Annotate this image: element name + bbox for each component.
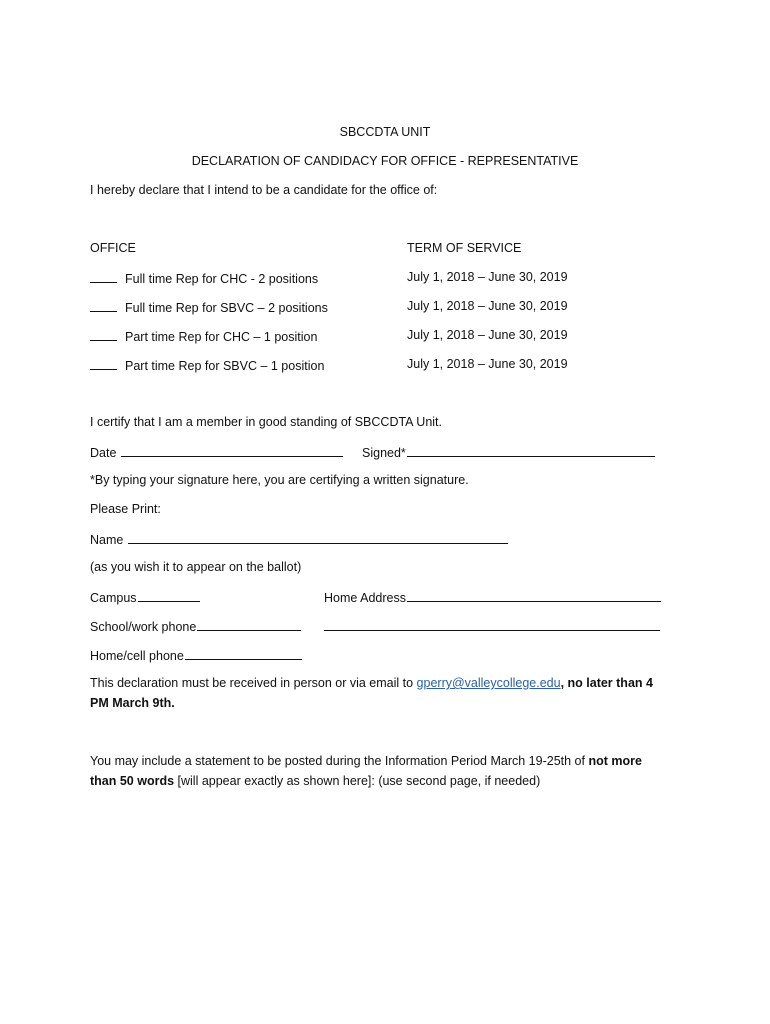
certify-text: I certify that I am a member in good standing of SBCCDTA Unit. — [90, 415, 443, 429]
campus-input-line[interactable] — [138, 589, 200, 602]
email-link[interactable]: gperry@valleycollege.edu — [416, 676, 561, 690]
signature-input-line[interactable] — [407, 444, 655, 457]
office-row — [90, 270, 318, 287]
name-input-line[interactable] — [128, 531, 508, 544]
office-checkbox-line[interactable] — [90, 357, 117, 370]
statement-bold: not more — [588, 754, 642, 768]
deadline-text: This declaration must be received in person or via email to — [90, 676, 417, 690]
date-label: Date — [90, 446, 117, 460]
office-label: Full time Rep for SBVC – 2 positions — [125, 301, 328, 315]
deadline-line-1 — [90, 676, 653, 691]
signed-field — [362, 444, 655, 461]
statement-line-2 — [90, 774, 540, 789]
home-phone-label: Home/cell phone — [90, 649, 184, 663]
office-label: Full time Rep for CHC - 2 positions — [125, 272, 319, 286]
name-label: Name — [90, 533, 124, 547]
home-address-line-2 — [324, 618, 660, 635]
office-label: Part time Rep for SBVC – 1 position — [125, 359, 325, 373]
intro-text: I hereby declare that I intend to be a candidate for the office of: — [90, 183, 438, 197]
home-address-input-line-2[interactable] — [324, 618, 660, 631]
statement-text: You may include a statement to be posted during the Information Period March 19-25th of — [90, 754, 589, 768]
office-checkbox-line[interactable] — [90, 328, 117, 341]
unit-heading: SBCCDTA UNIT — [339, 125, 431, 139]
home-phone-field — [90, 647, 302, 664]
form-title: DECLARATION OF CANDIDACY FOR OFFICE - REPRESENTATIVE — [191, 154, 579, 168]
school-phone-label: School/work phone — [90, 620, 197, 634]
name-field — [90, 531, 508, 548]
term-value: July 1, 2018 – June 30, 2019 — [407, 357, 568, 371]
ballot-note: (as you wish it to appear on the ballot) — [90, 560, 302, 574]
home-address-field — [324, 589, 661, 606]
office-label: Part time Rep for CHC – 1 position — [125, 330, 318, 344]
deadline-date: PM March 9th. — [90, 696, 175, 710]
term-value: July 1, 2018 – June 30, 2019 — [407, 270, 568, 284]
campus-field — [90, 589, 200, 606]
home-address-input-line[interactable] — [407, 589, 661, 602]
deadline-bold: , no later than 4 — [560, 676, 653, 690]
school-phone-field — [90, 618, 301, 635]
term-value: July 1, 2018 – June 30, 2019 — [407, 328, 568, 342]
campus-label: Campus — [90, 591, 137, 605]
office-row — [90, 357, 324, 374]
office-column-header: OFFICE — [90, 241, 136, 255]
home-phone-input-line[interactable] — [185, 647, 302, 660]
home-address-label: Home Address — [324, 591, 406, 605]
deadline-line-2 — [90, 696, 175, 711]
signature-note: *By typing your signature here, you are certifying a written signature. — [90, 473, 469, 487]
statement-line-1 — [90, 754, 642, 769]
statement-instructions: [will appear exactly as shown here]: (use second page, if needed) — [174, 774, 541, 788]
date-field — [90, 444, 343, 461]
date-input-line[interactable] — [121, 444, 343, 457]
signed-label: Signed* — [362, 446, 406, 460]
school-phone-input-line[interactable] — [197, 618, 301, 631]
term-column-header: TERM OF SERVICE — [407, 241, 522, 255]
statement-word-limit: than 50 words — [90, 774, 175, 788]
please-print-label: Please Print: — [90, 502, 161, 516]
office-row — [90, 328, 317, 345]
office-row — [90, 299, 328, 316]
office-checkbox-line[interactable] — [90, 299, 117, 312]
term-value: July 1, 2018 – June 30, 2019 — [407, 299, 568, 313]
office-checkbox-line[interactable] — [90, 270, 117, 283]
